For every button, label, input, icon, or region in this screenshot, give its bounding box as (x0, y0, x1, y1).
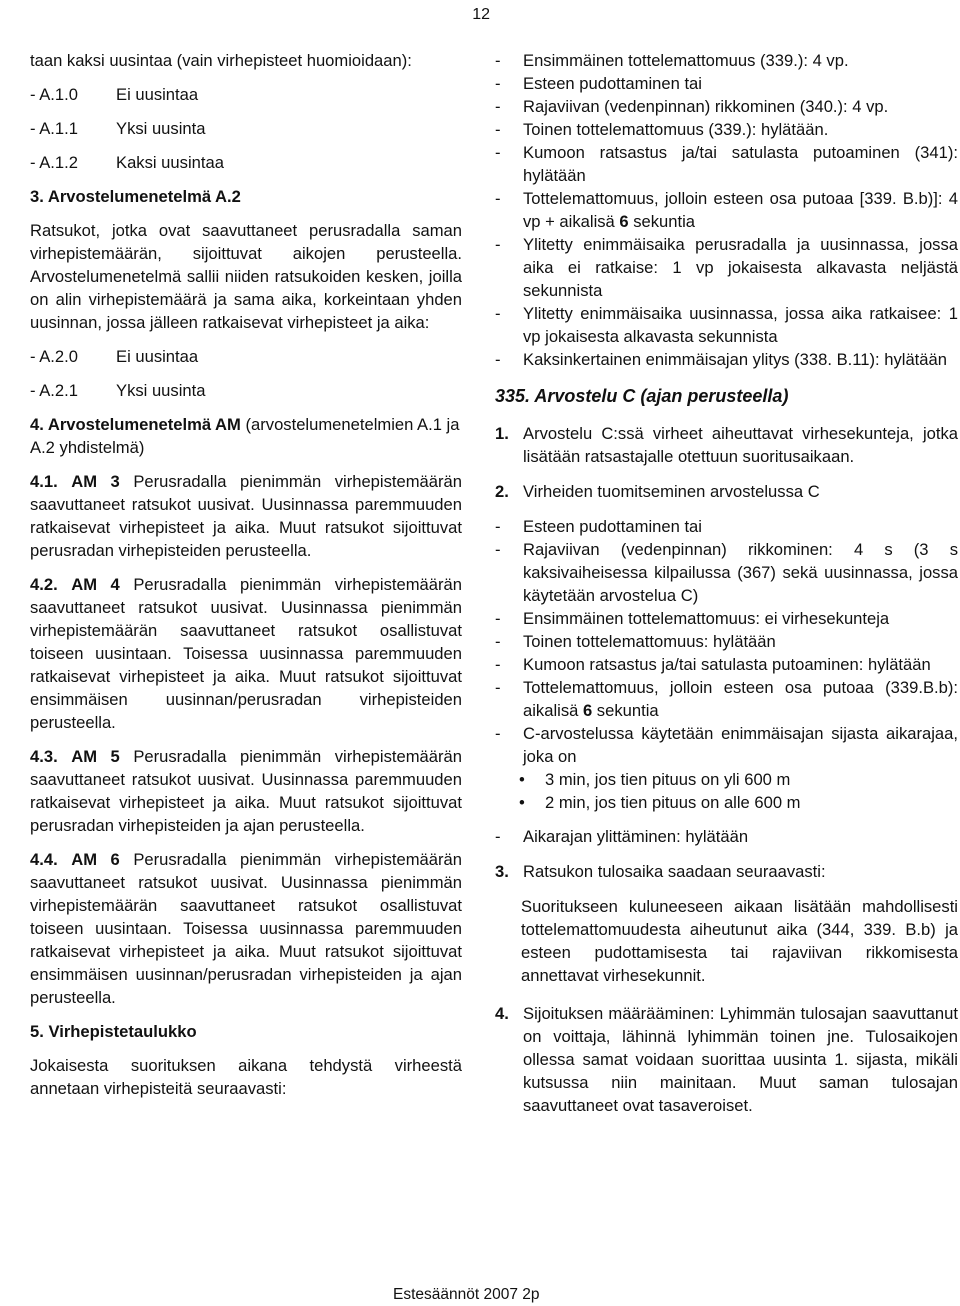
list-item: - Tottelemattomuus, jolloin esteen osa putoaa (339.B.b): aikalisä 6 sekuntia (495, 678, 958, 720)
bullet-item: • 2 min, jos tien pituus on alle 600 m (519, 793, 801, 812)
section-heading-3: 3. Arvostelumenetelmä A.2 (30, 187, 241, 206)
bullet-item: • 3 min, jos tien pituus on yli 600 m (519, 770, 791, 789)
section-heading-5: 5. Virhepistetaulukko (30, 1022, 197, 1041)
section-heading-4: 4. Arvostelumenetelmä AM (arvostelumenetelmien A.1 ja A.2 yhdistelmä) (30, 415, 460, 457)
list-item: - Rajaviivan (vedenpinnan) rikkominen (340.): 4 vp. (495, 97, 889, 116)
list-item: - Kaksinkertainen enimmäisajan ylitys (338. B.11): hylätään (495, 350, 947, 369)
list-item: - A.2.1 Yksi uusinta (30, 381, 206, 400)
list-item: - Aikarajan ylittäminen: hylätään (495, 827, 749, 846)
am5-paragraph: 4.3. AM 5 Perusradalla pienimmän virhepistemäärän saavuttaneet ratsukot uusivat. Uusinnassa paremmuuden ratkaisevat virhepisteet ja aika. Muut ratsukot sijoittuvat perusradan virhepisteiden ja ajan perusteella. (30, 747, 462, 835)
list-item: - A.2.0 Ei uusintaa (30, 347, 199, 366)
list-item: - Ylitetty enimmäisaika perusradalla ja uusinnassa, jossa aika ei ratkaise: 1 vp jokaisesta alkavasta neljästä sekunnista (495, 235, 958, 300)
section-3-paragraph: Ratsukot, jotka ovat saavuttaneet perusradalla saman virhepistemäärän, sijoittuvat aikojen perusteella. Arvostelumenetelmä sallii niiden ratsukoiden kesken, joilla on alin virhepistemäärä ja sama aika, korkeintaan yhden uusinnan, jossa jälleen ratkaisevat virhepisteet ja aika: (30, 221, 462, 332)
numbered-item-4: 4. Sijoituksen määrääminen: Lyhimmän tulosajan saavuttanut on voittaja, lähinnä lyhimmän toinen jne. Tulosaikojen ollessa samat voidaan suorittaa uusinta 1. sijasta, mikäli kutsussa niin mainitaan. Muut saman tulosajan saavuttaneet ovat tasaveroiset. (495, 1004, 958, 1115)
list-item: - Ylitetty enimmäisaika uusinnassa, jossa aika ratkaisee: 1 vp jokaisesta alkavasta sekunnista (495, 304, 958, 346)
list-item: - Ensimmäinen tottelemattomuus (339.): 4 vp. (495, 51, 849, 70)
page-footer: Estesäännöt 2007 2p (393, 1286, 540, 1303)
section-heading-335: 335. Arvostelu C (ajan perusteella) (495, 386, 789, 406)
numbered-item-3: 3. Ratsukon tulosaika saadaan seuraavasti: (495, 862, 826, 881)
method-a2-list (30, 345, 462, 402)
numbered-item-3-paragraph: Suoritukseen kuluneeseen aikaan lisätään mahdollisesti tottelemattomuudesta aiheutunut aika (344, 339. B.b) ja esteen pudottamisesta tai rajaviivan rikkomisesta annettavat virhesekunnit. (521, 897, 958, 985)
am3-paragraph: 4.1. AM 3 Perusradalla pienimmän virhepistemäärän saavuttaneet ratsukot uusivat. Uusinnassa paremmuuden ratkaisevat virhepisteet ja aika. Muut ratsukot sijoittuvat perusradan virhepisteiden perusteella. (30, 472, 462, 560)
section-5-paragraph: Jokaisesta suorituksen aikana tehdystä virheestä annetaan virhepisteitä seuraavasti: (30, 1056, 462, 1098)
bullet-icon: • (519, 770, 525, 789)
list-item: - A.1.0 Ei uusintaa (30, 85, 199, 104)
list-item: - Esteen pudottaminen tai (495, 74, 702, 93)
numbered-item-1: 1. Arvostelu C:ssä virheet aiheuttavat virhesekunteja, jotka lisätään ratsastajalle otettuun suoritusaikaan. (495, 424, 958, 466)
judging-list (495, 515, 958, 848)
am4-paragraph: 4.2. AM 4 Perusradalla pienimmän virhepistemäärän saavuttaneet ratsukot uusivat. Uusinnassa pienimmän virhepistemäärän saavuttaneet ratsukot osallistuvat toiseen uusintaan. Toisessa uusinnassa paremmuuden ratkaisevat virhepisteet ja aika. Muut ratsukot sijoittuvat ensimmäisen uusinnan/perusradan virhepisteiden perusteella. (30, 575, 462, 732)
list-item: - Kumoon ratsastus ja/tai satulasta putoaminen (341): hylätään (495, 143, 958, 185)
right-column (495, 49, 958, 1117)
list-item: - Ensimmäinen tottelemattomuus: ei virhesekunteja (495, 609, 890, 628)
list-item: - Kumoon ratsastus ja/tai satulasta putoaminen: hylätään (495, 655, 931, 674)
am6-paragraph: 4.4. AM 6 Perusradalla pienimmän virhepistemäärän saavuttaneet ratsukot uusivat. Uusinnassa pienimmän virhepistemäärän saavuttaneet ratsukot osallistuvat toiseen uusintaan. Toisessa uusinnassa paremmuuden ratkaisevat virhepisteet ja aika. Muut ratsukot sijoittuvat ensimmäisen uusinnan/perusradan virhepisteiden ja ajan perusteella. (30, 850, 462, 1007)
page-number: 12 (472, 6, 490, 23)
list-item: - Esteen pudottaminen tai (495, 517, 702, 536)
numbered-item-2: 2. Virheiden tuomitseminen arvostelussa C (495, 482, 820, 501)
list-item: - A.1.2 Kaksi uusintaa (30, 153, 224, 172)
bullet-icon: • (519, 793, 525, 812)
list-item: - Toinen tottelemattomuus: hylätään (495, 632, 776, 651)
method-a1-list (30, 83, 462, 174)
list-item: - C-arvostelussa käytetään enimmäisajan sijasta aikarajaa, joka on (495, 724, 958, 766)
list-item: - Toinen tottelemattomuus (339.): hylätään. (495, 120, 829, 139)
left-column (30, 49, 462, 1100)
list-item: - Tottelemattomuus, jolloin esteen osa putoaa [339. B.b)]: 4 vp + aikalisä 6 sekuntia (495, 189, 958, 231)
list-item: - Rajaviivan (vedenpinnan) rikkominen: 4 s (3 s kaksivaiheisessa kilpailussa (367) sekä uusinnassa, jossa käytetään arvostelua C) (495, 540, 958, 605)
list-item: - A.1.1 Yksi uusinta (30, 119, 206, 138)
intro-paragraph: taan kaksi uusintaa (vain virhepisteet huomioidaan): (30, 51, 412, 70)
